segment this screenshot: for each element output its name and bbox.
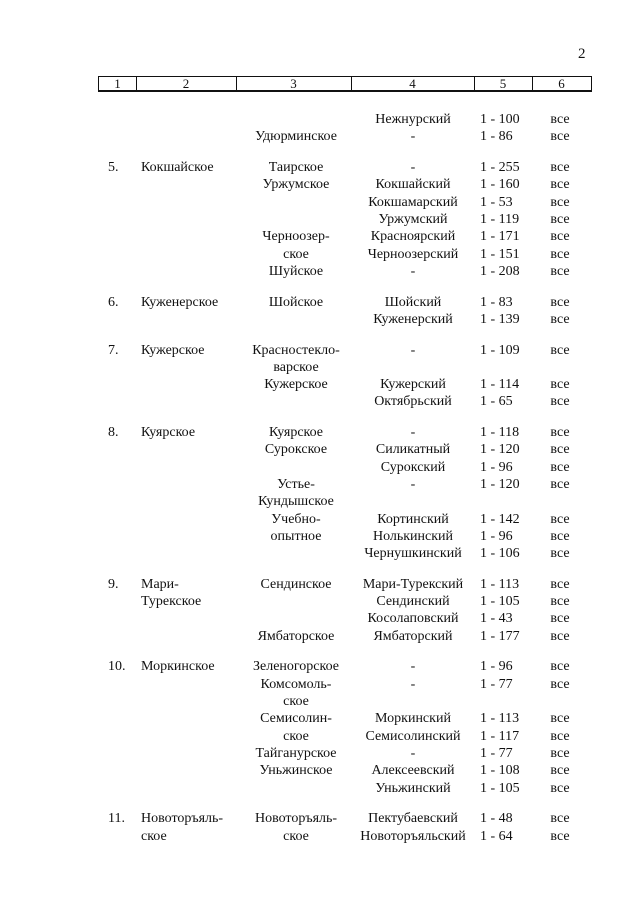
row-number: 5.	[108, 160, 119, 175]
range-value: 1 - 77	[480, 677, 513, 692]
scope-value: все	[550, 264, 570, 279]
locality-name: -	[410, 659, 416, 674]
range-value: 1 - 106	[480, 546, 520, 561]
settlement-name: ское	[283, 829, 309, 844]
scope-value: все	[550, 394, 570, 409]
locality-name: Косолаповский	[367, 611, 459, 626]
settlement-name: Комсомоль-	[260, 677, 332, 692]
scope-value: все	[550, 659, 570, 674]
locality-name: Уржумский	[378, 212, 448, 227]
settlement-name: Черноозер-	[262, 229, 330, 244]
locality-name: Пектубаевский	[368, 811, 458, 826]
range-value: 1 - 65	[480, 394, 513, 409]
scope-value: все	[550, 546, 570, 561]
settlement-name: Шойское	[268, 295, 324, 310]
range-value: 1 - 96	[480, 529, 513, 544]
settlement-name: ское	[283, 694, 309, 709]
locality-name: Ямбаторский	[373, 629, 453, 644]
scope-value: все	[550, 763, 570, 778]
scope-value: все	[550, 577, 570, 592]
row-number: 9.	[108, 577, 119, 592]
scope-value: все	[550, 229, 570, 244]
scope-value: все	[550, 343, 570, 358]
page-number: 2	[578, 46, 586, 62]
district-name: Новоторъяль-	[141, 811, 224, 826]
locality-name: -	[410, 746, 416, 761]
range-value: 1 - 105	[480, 594, 520, 609]
range-value: 1 - 86	[480, 129, 513, 144]
settlement-name: Куярское	[268, 425, 324, 440]
range-value: 1 - 113	[480, 577, 520, 592]
settlement-name: Уньжинское	[259, 763, 333, 778]
settlement-name: Семисолин-	[260, 711, 332, 726]
range-value: 1 - 53	[480, 195, 513, 210]
scope-value: все	[550, 529, 570, 544]
scope-value: все	[550, 460, 570, 475]
settlement-name: Шуйское	[268, 264, 324, 279]
scope-value: все	[550, 129, 570, 144]
locality-name: Красноярский	[370, 229, 456, 244]
range-value: 1 - 108	[480, 763, 520, 778]
locality-name: Черноозерский	[367, 247, 459, 262]
range-value: 1 - 48	[480, 811, 513, 826]
range-value: 1 - 139	[480, 312, 520, 327]
locality-name: -	[410, 425, 416, 440]
settlement-name: ское	[283, 729, 309, 744]
settlement-name: Сурокское	[264, 442, 328, 457]
locality-name: Куженерский	[373, 312, 453, 327]
column-header-2: 2	[136, 77, 237, 90]
range-value: 1 - 118	[480, 425, 520, 440]
scope-value: все	[550, 512, 570, 527]
locality-name: -	[410, 160, 416, 175]
settlement-name: опытное	[270, 529, 322, 544]
scope-value: все	[550, 195, 570, 210]
locality-name: Уньжинский	[375, 781, 451, 796]
column-header-6: 6	[558, 76, 565, 91]
scope-value: все	[550, 677, 570, 692]
scope-value: все	[550, 611, 570, 626]
column-header-1: 1	[99, 77, 137, 90]
locality-name: Кортинский	[377, 512, 449, 527]
locality-name: Сурокский	[380, 460, 446, 475]
range-value: 1 - 120	[480, 477, 520, 492]
range-value: 1 - 142	[480, 512, 520, 527]
scope-value: все	[550, 594, 570, 609]
locality-name: Кокшамарский	[368, 195, 458, 210]
settlement-name: Уржумское	[262, 177, 330, 192]
scope-value: все	[550, 711, 570, 726]
locality-name: Кужерский	[380, 377, 446, 392]
row-number: 6.	[108, 295, 119, 310]
district-name: Кокшайское	[141, 160, 214, 175]
scope-value: все	[550, 295, 570, 310]
locality-name: Алексеевский	[371, 763, 455, 778]
locality-name: Мари-Турекский	[362, 577, 464, 592]
locality-name: -	[410, 677, 416, 692]
scope-value: все	[550, 781, 570, 796]
range-value: 1 - 64	[480, 829, 513, 844]
range-value: 1 - 77	[480, 746, 513, 761]
district-name: Моркинское	[141, 659, 215, 674]
locality-name: Нежнурский	[375, 112, 451, 127]
range-value: 1 - 177	[480, 629, 520, 644]
locality-name: Силикатный	[375, 442, 451, 457]
scope-value: все	[550, 629, 570, 644]
locality-name: -	[410, 343, 416, 358]
scope-value: все	[550, 377, 570, 392]
settlement-name: Зеленогорское	[252, 659, 339, 674]
range-value: 1 - 105	[480, 781, 520, 796]
settlement-name: Удюрминское	[255, 129, 337, 144]
range-value: 1 - 96	[480, 659, 513, 674]
locality-name: -	[410, 264, 416, 279]
locality-name: -	[410, 129, 416, 144]
scope-value: все	[550, 212, 570, 227]
settlement-name: Сендинское	[260, 577, 332, 592]
scope-value: все	[550, 177, 570, 192]
scope-value: все	[550, 312, 570, 327]
range-value: 1 - 171	[480, 229, 520, 244]
settlement-name: Красностекло-	[252, 343, 340, 358]
row-number: 7.	[108, 343, 119, 358]
locality-name: Шойский	[384, 295, 442, 310]
range-value: 1 - 96	[480, 460, 513, 475]
scope-value: все	[550, 729, 570, 744]
table-header	[98, 76, 592, 92]
range-value: 1 - 100	[480, 112, 520, 127]
range-value: 1 - 83	[480, 295, 513, 310]
settlement-name: ское	[283, 247, 309, 262]
district-name: Турекское	[141, 594, 202, 609]
scope-value: все	[550, 811, 570, 826]
settlement-name: Кужерское	[264, 377, 328, 392]
scope-value: все	[550, 112, 570, 127]
range-value: 1 - 119	[480, 212, 520, 227]
scope-value: все	[550, 442, 570, 457]
range-value: 1 - 120	[480, 442, 520, 457]
settlement-name: Тайганурское	[255, 746, 337, 761]
locality-name: Октябрьский	[374, 394, 452, 409]
district-name: Кужерское	[141, 343, 205, 358]
settlement-name: Ямбаторское	[257, 629, 335, 644]
locality-name: Новоторъяльский	[360, 829, 466, 844]
row-number: 8.	[108, 425, 119, 440]
scope-value: все	[550, 829, 570, 844]
locality-name: Кокшайский	[375, 177, 451, 192]
locality-name: Нолькинский	[372, 529, 454, 544]
range-value: 1 - 255	[480, 160, 520, 175]
scope-value: все	[550, 160, 570, 175]
column-header-4: 4	[351, 77, 475, 90]
settlement-name: варское	[273, 360, 319, 375]
range-value: 1 - 109	[480, 343, 520, 358]
column-header-5: 5	[474, 77, 533, 90]
row-number: 11.	[108, 811, 125, 826]
district-name: ское	[141, 829, 167, 844]
scope-value: все	[550, 746, 570, 761]
range-value: 1 - 151	[480, 247, 520, 262]
range-value: 1 - 208	[480, 264, 520, 279]
settlement-name: Кундышское	[258, 494, 334, 509]
locality-name: Семисолинский	[365, 729, 461, 744]
row-number: 10.	[108, 659, 126, 674]
range-value: 1 - 113	[480, 711, 520, 726]
district-name: Мари-	[141, 577, 179, 592]
scope-value: все	[550, 425, 570, 440]
district-name: Куярское	[141, 425, 196, 440]
range-value: 1 - 117	[480, 729, 520, 744]
settlement-name: Новоторъяль-	[254, 811, 338, 826]
settlement-name: Учебно-	[271, 512, 321, 527]
column-header-3: 3	[236, 77, 352, 90]
range-value: 1 - 43	[480, 611, 513, 626]
settlement-name: Устье-	[277, 477, 315, 492]
settlement-name: Таирское	[268, 160, 324, 175]
district-name: Куженерское	[141, 295, 219, 310]
locality-name: Моркинский	[375, 711, 451, 726]
scope-value: все	[550, 247, 570, 262]
range-value: 1 - 114	[480, 377, 520, 392]
scope-value: все	[550, 477, 570, 492]
locality-name: -	[410, 477, 416, 492]
locality-name: Сендинский	[376, 594, 450, 609]
locality-name: Чернушкинский	[364, 546, 462, 561]
range-value: 1 - 160	[480, 177, 520, 192]
